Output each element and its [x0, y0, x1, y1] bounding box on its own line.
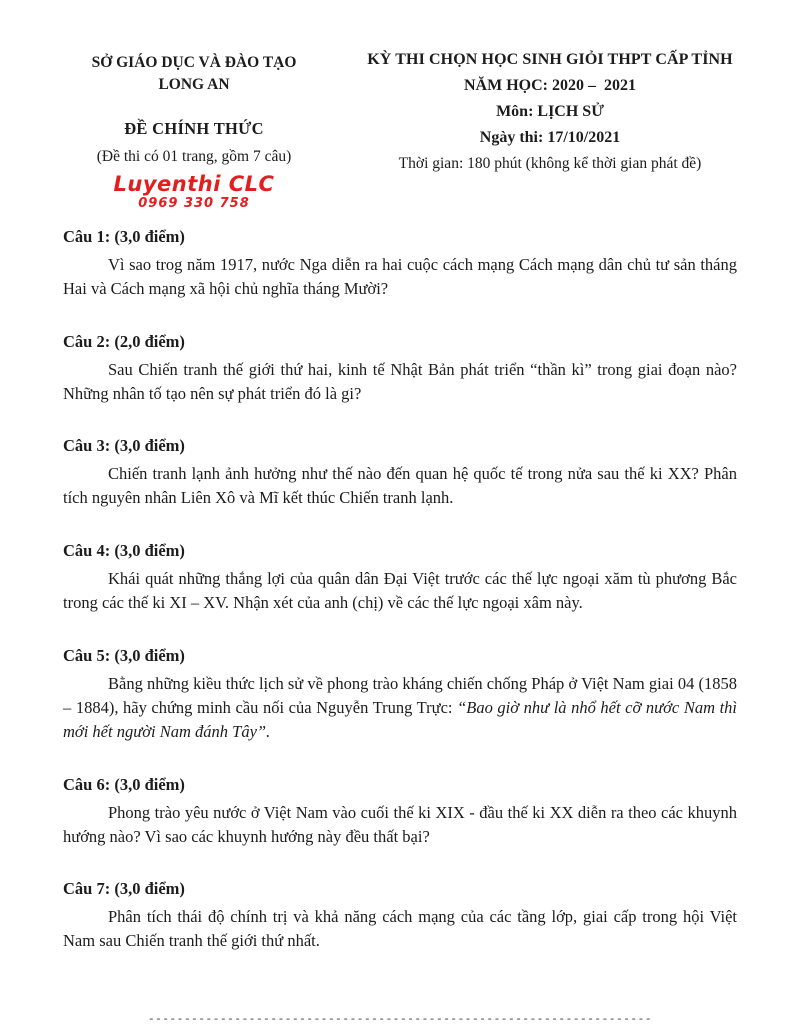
question-1-text: Vì sao trog năm 1917, nước Nga diễn ra hai cuộc cách mạng Cách mạng dân chủ tư sản tháng Hai và Cách mạng xã hội chủ nghĩa tháng Mười?	[63, 254, 737, 298]
question-3-text: Chiến tranh lạnh ảnh hưởng như thế nào đến quan hệ quốc tế trong nửa sau thế ki XX? Phân tích nguyên nhân Liên Xô và Mĩ kết thúc Chiến tranh lạnh.	[63, 464, 737, 508]
page-count-note: (Đề thi có 01 trang, gồm 7 câu)	[96, 147, 292, 165]
question-4	[63, 539, 737, 615]
department-name-line2: LONG AN	[158, 76, 230, 94]
question-6-heading: Câu 6: (3,0 điểm)	[63, 774, 185, 794]
exam-header	[0, 52, 800, 211]
question-3	[63, 434, 737, 510]
question-2-heading: Câu 2: (2,0 điểm)	[63, 331, 185, 351]
question-4-heading: Câu 4: (3,0 điểm)	[63, 541, 185, 561]
question-6	[63, 773, 737, 849]
question-5-quote: “Bao giờ như là nhổ hết cỡ nước Nam thì mới hết người Nam đánh Tây”.	[63, 697, 737, 741]
question-1-heading: Câu 1: (3,0 điểm)	[63, 226, 185, 246]
department-name-line1: SỞ GIÁO DỤC VÀ ĐÀO TẠO	[91, 54, 297, 71]
end-of-paper-divider: ----------------------------------------------------------------------	[147, 1014, 653, 1027]
question-5	[63, 644, 737, 744]
school-year: NĂM HỌC: 2020 – 2021	[464, 77, 636, 94]
luyenthi-clc-logo	[44, 171, 344, 211]
question-5-heading: Câu 5: (3,0 điểm)	[63, 646, 185, 665]
question-5-text-normal: Bằng những kiều thức lịch sử về phong trào kháng chiến chống Pháp ở Việt Nam giai 04 (1858 – 1884), hãy chứng minh cầu nối của Nguyễn Trung Trực:	[63, 673, 737, 717]
header-left-column	[44, 52, 344, 211]
question-4-text: Khái quát những thắng lợi của quân dân Đại Việt trước các thế lực ngoại xăm tù phương Bắc trong các thế ki XI – XV. Nhận xét của anh (chị) về các thế lực ngoại xâm này.	[63, 569, 737, 613]
header-right-column	[344, 52, 756, 211]
questions-list	[0, 225, 800, 953]
question-5-text	[63, 672, 737, 744]
question-2	[63, 330, 737, 406]
question-7-heading: Câu 7: (3,0 điểm)	[63, 879, 185, 899]
subject-name: Môn: LỊCH SỬ	[496, 103, 604, 120]
exam-date: Ngày thi: 17/10/2021	[479, 129, 621, 146]
question-2-text: Sau Chiến tranh thế giới thứ hai, kinh tế Nhật Bản phát triển “thần kì” trong giai đoạn nào? Những nhân tố tạo nên sự phát triển đó là gi?	[63, 359, 737, 403]
exam-title: KỲ THI CHỌN HỌC SINH GIỎI THPT CẤP TỈNH	[367, 51, 733, 68]
logo-phone-number: 0969 330 758	[138, 195, 250, 211]
question-6-text: Phong trào yêu nước ở Việt Nam vào cuối thế ki XIX - đầu thế ki XX diễn ra theo các khuynh hướng nào? Vì sao các khuynh hướng này đều thất bại?	[63, 802, 737, 846]
question-7-text: Phân tích thái độ chính trị và khả năng cách mạng của các tầng lớp, giai cấp trong hội Việt Nam sau Chiến tranh thế giới thứ nhất.	[63, 907, 737, 951]
question-7	[63, 877, 737, 953]
exam-type-label: ĐỀ CHÍNH THỨC	[124, 118, 264, 138]
question-1	[63, 225, 737, 301]
question-3-heading: Câu 3: (3,0 điểm)	[63, 436, 185, 456]
logo-text: Luyenthi CLC	[113, 171, 275, 196]
exam-duration: Thời gian: 180 phút (không kể thời gian phát đề)	[398, 155, 702, 172]
